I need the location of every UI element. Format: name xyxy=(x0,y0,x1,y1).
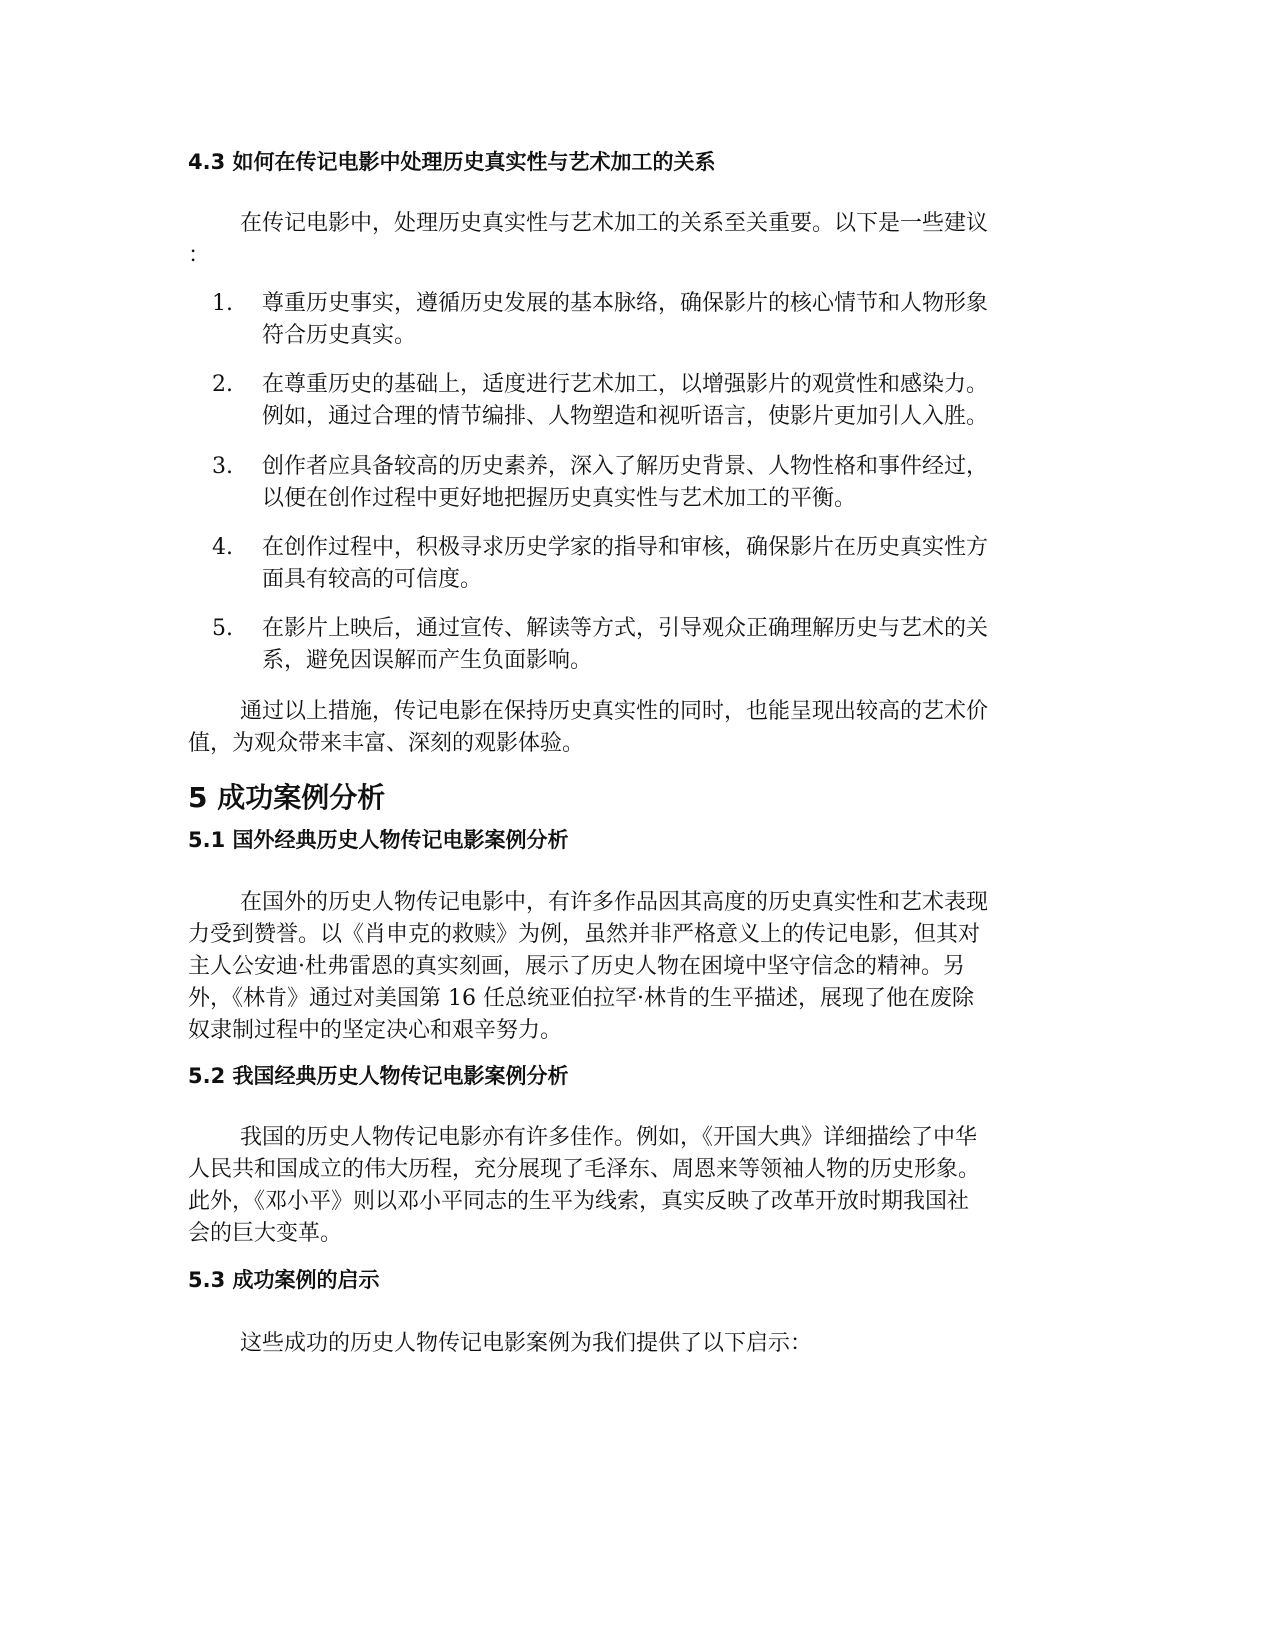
paragraph-line: 这些成功的历史人物传记电影案例为我们提供了以下启示： xyxy=(240,1331,813,1356)
paragraph-line: 主人公安迪·杜弗雷恩的真实刻画，展示了历史人物在困境中坚守信念的精神。另 xyxy=(188,954,965,979)
paragraph-line: 在国外的历史人物传记电影中，有许多作品因其高度的历史真实性和艺术表现 xyxy=(240,890,989,915)
list-item-number: 4. xyxy=(212,535,233,560)
list-item-line: 符合历史真实。 xyxy=(262,323,417,348)
section-5-3-heading: 5.3 成功案例的启示 xyxy=(188,1268,380,1292)
paragraph-line: 此外，《邓小平》则以邓小平同志的生平为线索，真实反映了改革开放时期我国社 xyxy=(188,1189,970,1214)
paragraph-line: 外，《林肯》通过对美国第 16 任总统亚伯拉罕·林肯的生平描述，展现了他在废除 xyxy=(188,986,974,1011)
list-item-number: 3. xyxy=(212,454,233,479)
list-item-line: 尊重历史事实，遵循历史发展的基本脉络，确保影片的核心情节和人物形象 xyxy=(262,291,989,316)
list-item-line: 以便在创作过程中更好地把握历史真实性与艺术加工的平衡。 xyxy=(262,486,857,511)
section-5-heading: 5 成功案例分析 xyxy=(188,781,386,814)
paragraph-line: 人民共和国成立的伟大历程，充分展现了毛泽东、周恩来等领袖人物的历史形象。 xyxy=(188,1157,981,1182)
paragraph-line: 会的巨大变革。 xyxy=(188,1221,343,1246)
section-4-3-conclusion xyxy=(188,696,1088,760)
paragraph-line: 奴隶制过程中的坚定决心和艰辛努力。 xyxy=(188,1018,563,1043)
conclusion-line-1: 通过以上措施，传记电影在保持历史真实性的同时，也能呈现出较高的艺术价 xyxy=(240,699,989,724)
section-5-1-heading: 5.1 国外经典历史人物传记电影案例分析 xyxy=(188,828,569,852)
section-5-1-paragraph xyxy=(188,887,1088,1047)
list-item-line: 在尊重历史的基础上，适度进行艺术加工，以增强影片的观赏性和感染力。 xyxy=(262,372,989,397)
list-item-line: 例如，通过合理的情节编排、人物塑造和视听语言，使影片更加引人入胜。 xyxy=(262,404,989,429)
section-5-2-heading: 5.2 我国经典历史人物传记电影案例分析 xyxy=(188,1064,569,1088)
section-5-3-paragraph xyxy=(188,1328,1088,1360)
section-4-3-heading: 4.3 如何在传记电影中处理历史真实性与艺术加工的关系 xyxy=(188,150,716,174)
list-item-line: 在影片上映后，通过宣传、解读等方式，引导观众正确理解历史与艺术的关 xyxy=(262,616,989,641)
list-item-number: 2. xyxy=(212,372,233,397)
conclusion-line-2: 值，为观众带来丰富、深刻的观影体验。 xyxy=(188,731,585,756)
list-item-number: 5. xyxy=(212,616,233,641)
intro-line-1: 在传记电影中，处理历史真实性与艺术加工的关系至关重要。以下是一些建议 xyxy=(240,211,989,236)
list-item-line: 系，避免因误解而产生负面影响。 xyxy=(262,648,593,673)
list-item-line: 创作者应具备较高的历史素养，深入了解历史背景、人物性格和事件经过， xyxy=(262,454,989,479)
list-item-line: 在创作过程中，积极寻求历史学家的指导和审核，确保影片在历史真实性方 xyxy=(262,535,989,560)
section-4-3-intro xyxy=(188,208,1088,272)
list-item-number: 1. xyxy=(212,291,233,316)
section-5-2-paragraph xyxy=(188,1122,1088,1250)
intro-line-2: ： xyxy=(188,243,211,268)
list-item-line: 面具有较高的可信度。 xyxy=(262,567,483,592)
paragraph-line: 力受到赞誉。以《肖申克的救赎》为例，虽然并非严格意义上的传记电影，但其对 xyxy=(188,922,981,947)
paragraph-line: 我国的历史人物传记电影亦有许多佳作。例如，《开国大典》详细描绘了中华 xyxy=(240,1125,978,1150)
